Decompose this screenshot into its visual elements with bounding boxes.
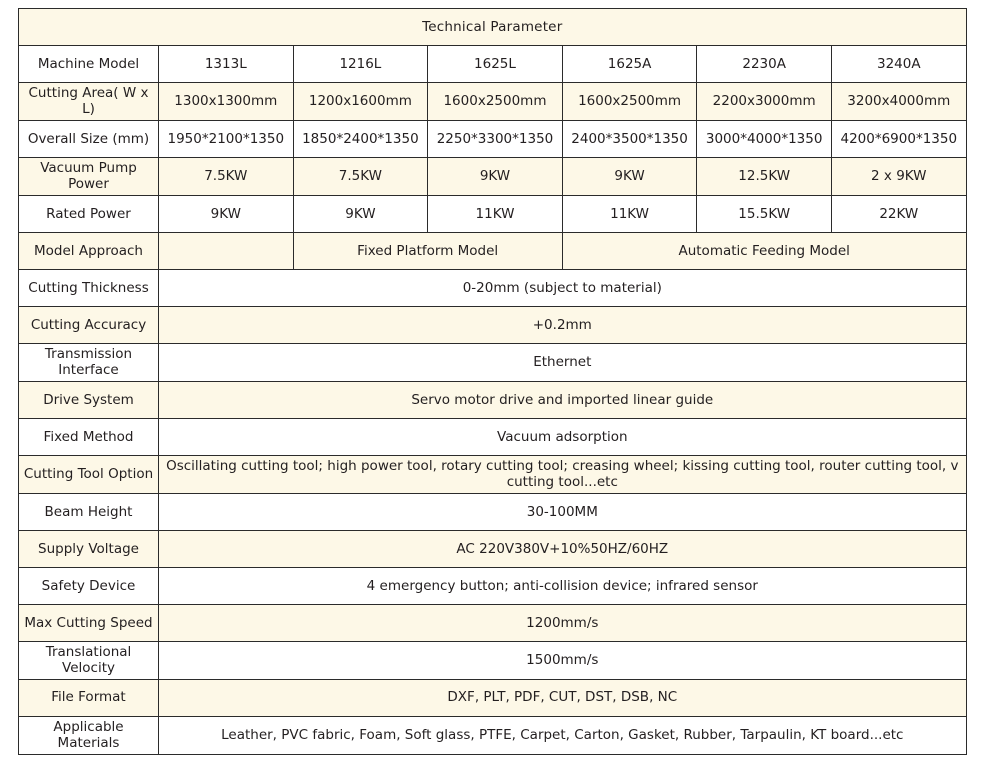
cell-full-value: 30-100MM bbox=[159, 493, 967, 530]
cell-full-value: +0.2mm bbox=[159, 306, 967, 343]
table-row bbox=[19, 530, 967, 567]
title-row bbox=[19, 9, 967, 46]
cell-value: 1216L bbox=[293, 46, 428, 83]
cell-value: 11KW bbox=[562, 195, 697, 232]
cell-value: 7.5KW bbox=[293, 157, 428, 195]
table-row bbox=[19, 604, 967, 641]
row-label: File Format bbox=[19, 679, 159, 716]
cell-full-value: Leather, PVC fabric, Foam, Soft glass, PTFE, Carpet, Carton, Gasket, Rubber, Tarpaulin, KT board...etc bbox=[159, 716, 967, 754]
cell-group-value: Automatic Feeding Model bbox=[562, 232, 966, 269]
cell-value: 22KW bbox=[831, 195, 966, 232]
table-row bbox=[19, 83, 967, 121]
cell-value: 9KW bbox=[293, 195, 428, 232]
cell-value: 7.5KW bbox=[159, 157, 294, 195]
technical-parameter-table-container bbox=[18, 8, 966, 778]
row-label: Supply Voltage bbox=[19, 530, 159, 567]
table-row bbox=[19, 195, 967, 232]
row-label: Cutting Area( W x L) bbox=[19, 83, 159, 121]
cell-full-value: DXF, PLT, PDF, CUT, DST, DSB, NC bbox=[159, 679, 967, 716]
row-label: Safety Device bbox=[19, 567, 159, 604]
technical-parameter-table bbox=[18, 8, 967, 755]
table-row bbox=[19, 381, 967, 418]
cell-value: 3000*4000*1350 bbox=[697, 120, 832, 157]
table-row bbox=[19, 567, 967, 604]
table-row bbox=[19, 716, 967, 754]
row-label: Fixed Method bbox=[19, 418, 159, 455]
table-row bbox=[19, 232, 967, 269]
row-label: Drive System bbox=[19, 381, 159, 418]
row-label: Translational Velocity bbox=[19, 641, 159, 679]
row-label: Beam Height bbox=[19, 493, 159, 530]
cell-value: 1600x2500mm bbox=[562, 83, 697, 121]
cell-value: 4200*6900*1350 bbox=[831, 120, 966, 157]
cell-value: 12.5KW bbox=[697, 157, 832, 195]
cell-value: 15.5KW bbox=[697, 195, 832, 232]
row-label: Max Cutting Speed bbox=[19, 604, 159, 641]
row-label: Cutting Accuracy bbox=[19, 306, 159, 343]
cell-value: 2230A bbox=[697, 46, 832, 83]
cell-full-value: 0-20mm (subject to material) bbox=[159, 269, 967, 306]
cell-full-value: 4 emergency button; anti-collision device; infrared sensor bbox=[159, 567, 967, 604]
cell-value: 11KW bbox=[428, 195, 563, 232]
table-row bbox=[19, 343, 967, 381]
table-row bbox=[19, 418, 967, 455]
row-label: Vacuum Pump Power bbox=[19, 157, 159, 195]
cell-value: 1300x1300mm bbox=[159, 83, 294, 121]
cell-full-value: Vacuum adsorption bbox=[159, 418, 967, 455]
table-row bbox=[19, 679, 967, 716]
cell-value: 2400*3500*1350 bbox=[562, 120, 697, 157]
cell-full-value: 1200mm/s bbox=[159, 604, 967, 641]
row-label: Applicable Materials bbox=[19, 716, 159, 754]
cell-value: 1600x2500mm bbox=[428, 83, 563, 121]
cell-value: 1625L bbox=[428, 46, 563, 83]
row-label: Machine Model bbox=[19, 46, 159, 83]
cell-group-value: Fixed Platform Model bbox=[293, 232, 562, 269]
cell-full-value: 1500mm/s bbox=[159, 641, 967, 679]
table-row bbox=[19, 641, 967, 679]
cell-value: 2200x3000mm bbox=[697, 83, 832, 121]
table-row bbox=[19, 269, 967, 306]
row-label: Model Approach bbox=[19, 232, 159, 269]
table-row bbox=[19, 306, 967, 343]
row-label: Overall Size (mm) bbox=[19, 120, 159, 157]
cell-value: 3240A bbox=[831, 46, 966, 83]
row-label: Cutting Thickness bbox=[19, 269, 159, 306]
row-label: Transmission Interface bbox=[19, 343, 159, 381]
cell-full-value: AC 220V380V+10%50HZ/60HZ bbox=[159, 530, 967, 567]
table-row bbox=[19, 120, 967, 157]
cell-full-value: Servo motor drive and imported linear guide bbox=[159, 381, 967, 418]
table-title: Technical Parameter bbox=[19, 9, 967, 46]
table-row bbox=[19, 493, 967, 530]
cell-full-value: Ethernet bbox=[159, 343, 967, 381]
row-label: Rated Power bbox=[19, 195, 159, 232]
cell-value: 2 x 9KW bbox=[831, 157, 966, 195]
cell-value: 1950*2100*1350 bbox=[159, 120, 294, 157]
cell-value: 9KW bbox=[562, 157, 697, 195]
cell-value: 1200x1600mm bbox=[293, 83, 428, 121]
table-body bbox=[19, 9, 967, 755]
cell-value: 9KW bbox=[428, 157, 563, 195]
cell-value: 2250*3300*1350 bbox=[428, 120, 563, 157]
cell-value: 1850*2400*1350 bbox=[293, 120, 428, 157]
cell-value: 1625A bbox=[562, 46, 697, 83]
table-row bbox=[19, 455, 967, 493]
table-row bbox=[19, 157, 967, 195]
cell-value: 1313L bbox=[159, 46, 294, 83]
row-label: Cutting Tool Option bbox=[19, 455, 159, 493]
cell-value: 9KW bbox=[159, 195, 294, 232]
table-row bbox=[19, 46, 967, 83]
cell-empty bbox=[159, 232, 294, 269]
cell-value: 3200x4000mm bbox=[831, 83, 966, 121]
cell-full-value: Oscillating cutting tool; high power tool, rotary cutting tool; creasing wheel; kissing cutting tool, router cutting tool, v cutting tool...etc bbox=[159, 455, 967, 493]
